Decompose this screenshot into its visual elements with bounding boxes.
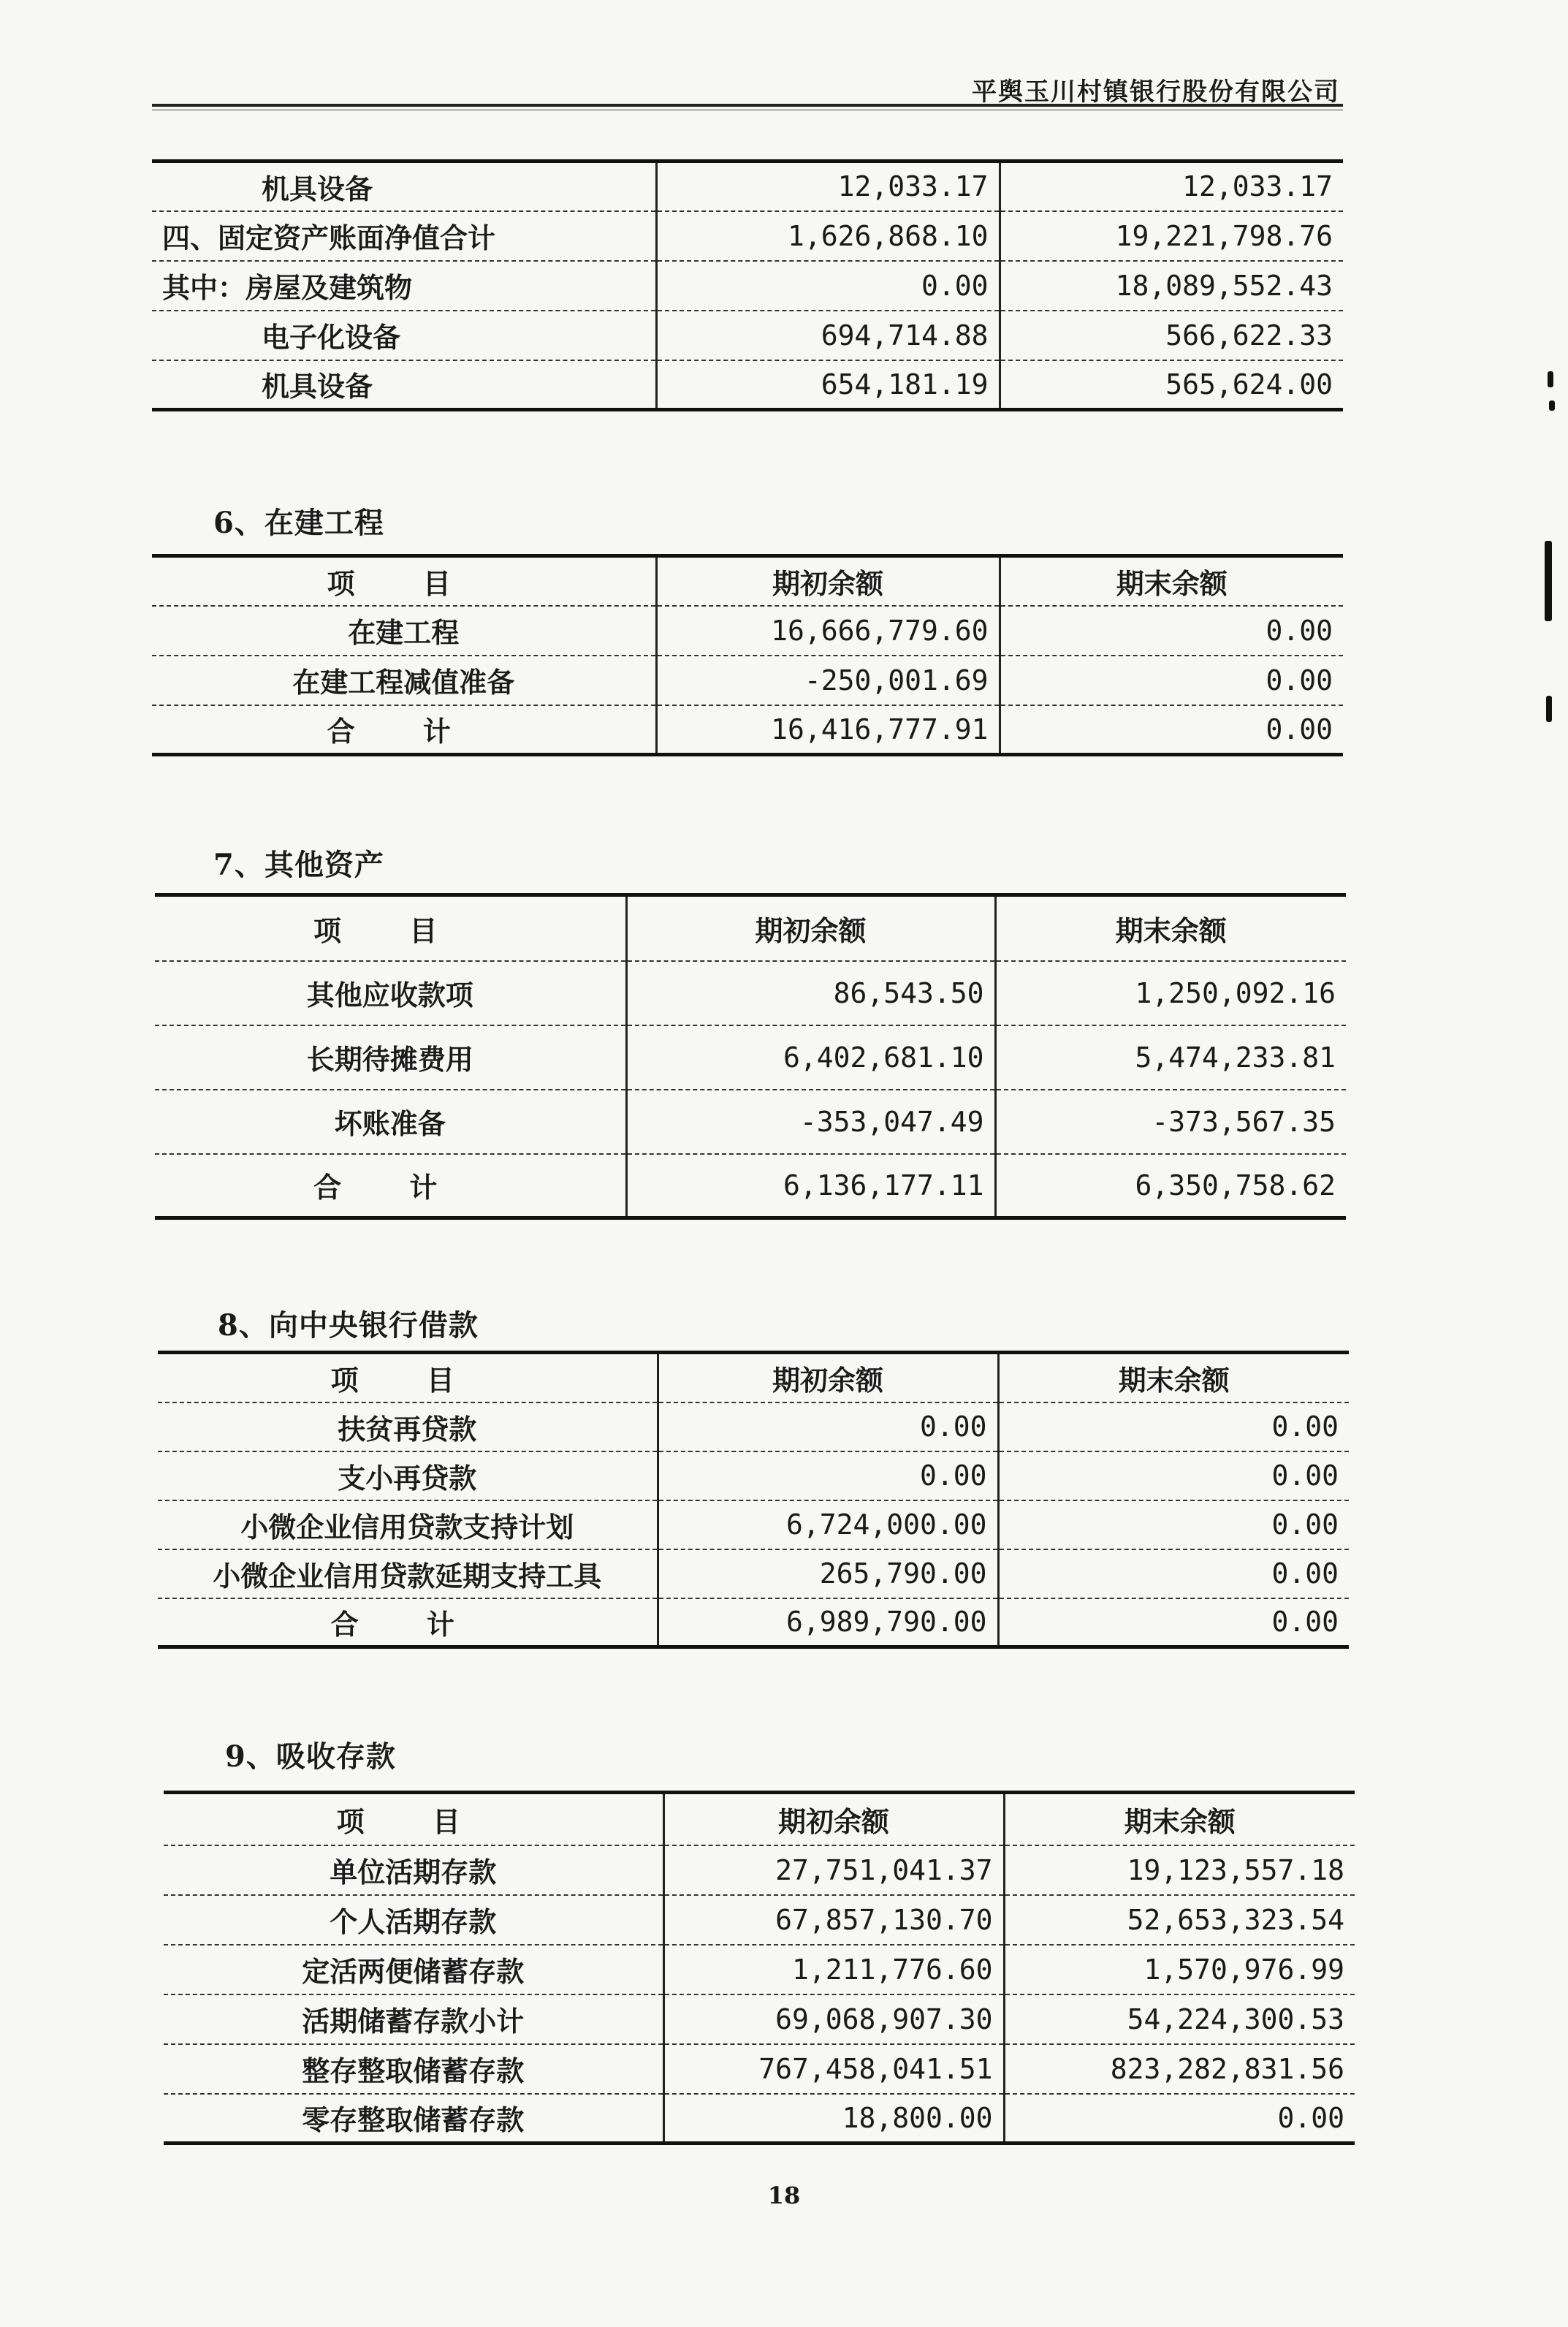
- table-row: 支小再贷款 0.00 0.00: [158, 1451, 1349, 1500]
- page-number: 18: [767, 2182, 801, 2209]
- construction-in-progress-table: [152, 554, 1343, 756]
- table-row: 机具设备 654,181.19 565,624.00: [152, 360, 1343, 410]
- table-row: 其他应收款项 86,543.50 1,250,092.16: [155, 961, 1346, 1025]
- scan-edge-mark: [1548, 371, 1553, 387]
- table-header-row: 项 目 期初余额 期末余额: [164, 1793, 1355, 1845]
- table-row: 单位活期存款 27,751,041.37 19,123,557.18: [164, 1845, 1355, 1895]
- table-row: 其中：房屋及建筑物 0.00 18,089,552.43: [152, 261, 1343, 311]
- table-row: 小微企业信用贷款延期支持工具 265,790.00 0.00: [158, 1549, 1349, 1598]
- section-title-deposits: 9、吸收存款: [225, 1739, 396, 1774]
- table-row: 整存整取储蓄存款 767,458,041.51 823,282,831.56: [164, 2044, 1355, 2094]
- table-total-row: 合 计 6,136,177.11 6,350,758.62: [155, 1154, 1346, 1218]
- company-name-header: 平舆玉川村镇银行股份有限公司: [972, 77, 1340, 107]
- scan-edge-mark: [1545, 541, 1552, 621]
- table-row: 四、固定资产账面净值合计 1,626,868.10 19,221,798.76: [152, 211, 1343, 261]
- scan-edge-mark: [1549, 401, 1555, 411]
- other-assets-table: [155, 893, 1346, 1220]
- table-row: 活期储蓄存款小计 69,068,907.30 54,224,300.53: [164, 1994, 1355, 2044]
- section-title-central-bank-borrowing: 8、向中央银行借款: [218, 1308, 479, 1343]
- fixed-assets-table: [152, 159, 1343, 411]
- central-bank-borrowing-table: [158, 1351, 1349, 1649]
- table-row: 长期待摊费用 6,402,681.10 5,474,233.81: [155, 1025, 1346, 1090]
- deposits-table: [164, 1791, 1355, 2145]
- section-title-other-assets: 7、其他资产: [213, 848, 384, 882]
- table-row: 个人活期存款 67,857,130.70 52,653,323.54: [164, 1895, 1355, 1945]
- table-header-row: 项 目 期初余额 期末余额: [152, 556, 1343, 606]
- header-rule: [152, 104, 1343, 107]
- scan-edge-mark: [1546, 696, 1552, 722]
- table-total-row: 合 计 16,416,777.91 0.00: [152, 705, 1343, 755]
- table-row: 坏账准备 -353,047.49 -373,567.35: [155, 1090, 1346, 1154]
- table-total-row: 合 计 6,989,790.00 0.00: [158, 1598, 1349, 1647]
- table-row: 电子化设备 694,714.88 566,622.33: [152, 311, 1343, 360]
- section-title-construction: 6、在建工程: [213, 506, 384, 540]
- table-row: 小微企业信用贷款支持计划 6,724,000.00 0.00: [158, 1500, 1349, 1549]
- table-row: 扶贫再贷款 0.00 0.00: [158, 1402, 1349, 1451]
- table-row: 在建工程减值准备 -250,001.69 0.00: [152, 656, 1343, 705]
- table-row: 机具设备 12,033.17 12,033.17: [152, 162, 1343, 211]
- table-header-row: 项 目 期初余额 期末余额: [155, 895, 1346, 961]
- table-row: 在建工程 16,666,779.60 0.00: [152, 606, 1343, 656]
- table-row: 定活两便储蓄存款 1,211,776.60 1,570,976.99: [164, 1945, 1355, 1994]
- table-row: 零存整取储蓄存款 18,800.00 0.00: [164, 2094, 1355, 2144]
- table-header-row: 项 目 期初余额 期末余额: [158, 1353, 1349, 1402]
